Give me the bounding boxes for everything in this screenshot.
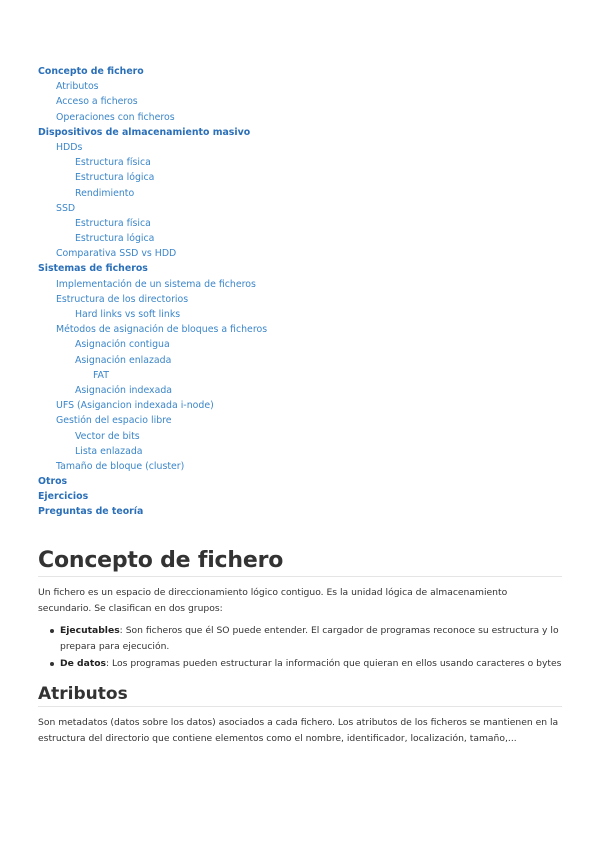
toc-link[interactable]: Dispositivos de almacenamiento masivo xyxy=(38,126,251,138)
toc-link[interactable]: Vector de bits xyxy=(75,430,140,442)
toc-link[interactable]: Asignación indexada xyxy=(75,384,173,396)
toc-link[interactable]: UFS (Asigancion indexada i-node) xyxy=(56,400,214,412)
toc-link[interactable]: Sistemas de ficheros xyxy=(38,263,148,275)
toc-link[interactable]: Lista enlazada xyxy=(75,445,143,457)
list-item-text: : Son ficheros que él SO puede entender. El cargador de programas reconoce su estructura y lo prepara para ejecución. xyxy=(60,625,559,652)
toc-link[interactable]: Otros xyxy=(38,476,68,488)
toc-link[interactable]: HDDs xyxy=(56,141,83,153)
toc-link[interactable]: Asignación enlazada xyxy=(75,354,172,366)
toc-link[interactable]: Hard links vs soft links xyxy=(75,309,181,320)
toc-link[interactable]: Operaciones con ficheros xyxy=(56,111,175,123)
toc-link[interactable]: SSD xyxy=(56,202,76,214)
toc-link[interactable]: Ejercicios xyxy=(38,491,89,503)
toc-link[interactable]: Tamaño de bloque (cluster) xyxy=(56,460,185,472)
toc-link[interactable]: Estructura física xyxy=(75,217,151,229)
toc-link[interactable]: Métodos de asignación de bloques a ficheros xyxy=(56,324,268,336)
main-content xyxy=(38,548,562,747)
toc-link[interactable]: Implementación de un sistema de ficheros xyxy=(56,278,256,290)
list-item xyxy=(50,656,562,672)
subsection-heading: Atributos xyxy=(38,684,562,707)
table-of-contents xyxy=(38,64,578,520)
toc-link[interactable]: Concepto de fichero xyxy=(38,66,144,77)
toc-link[interactable]: Rendimiento xyxy=(75,187,135,199)
bullet-list xyxy=(38,623,562,672)
toc-link[interactable]: Asignación contigua xyxy=(75,339,170,351)
section-intro: Un fichero es un espacio de direccionamiento lógico contiguo. Es la unidad lógica de almacenamiento secundario. Se clasifican en dos grupos: xyxy=(38,587,508,614)
list-item-term: De datos xyxy=(60,658,107,669)
list-item-term: Ejecutables xyxy=(60,625,120,636)
toc-link[interactable]: Comparativa SSD vs HDD xyxy=(56,248,177,260)
toc-link[interactable]: Estructura lógica xyxy=(75,233,155,245)
toc-link[interactable]: Estructura física xyxy=(75,157,151,169)
list-item xyxy=(50,623,562,655)
bullet-icon xyxy=(50,662,54,666)
toc-link[interactable]: Acceso a ficheros xyxy=(56,96,138,108)
bullet-icon xyxy=(50,629,54,633)
toc-link[interactable]: Gestión del espacio libre xyxy=(56,415,172,427)
toc-link[interactable]: Preguntas de teoría xyxy=(38,506,144,518)
toc-link[interactable]: Estructura de los directorios xyxy=(56,293,189,305)
section-heading: Concepto de fichero xyxy=(38,548,562,577)
subsection-text: Son metadatos (datos sobre los datos) asociados a cada fichero. Los atributos de los ficheros se mantienen en la estructura del directorio que contiene elementos como el nombre, identificador, localización, tamaño,... xyxy=(38,717,559,744)
toc-link[interactable]: Atributos xyxy=(56,81,99,93)
toc-link[interactable]: FAT xyxy=(93,369,109,381)
list-item-text: : Los programas pueden estructurar la información que quieran en ellos usando caracteres o bytes xyxy=(106,658,562,669)
toc-link[interactable]: Estructura lógica xyxy=(75,172,155,184)
